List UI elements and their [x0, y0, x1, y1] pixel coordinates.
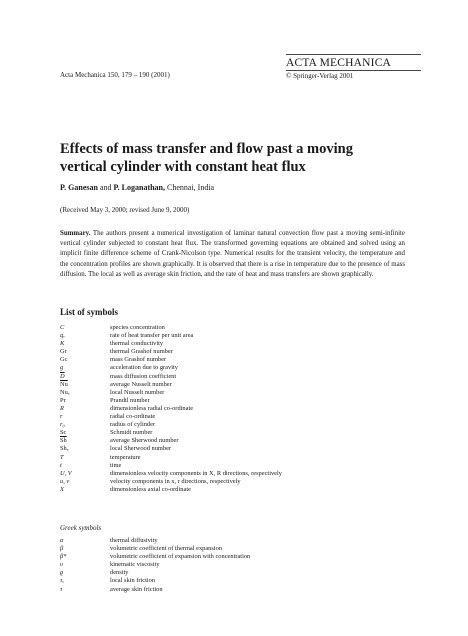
symbol-definition: volumetric coefficient of thermal expansion — [110, 545, 223, 553]
masthead-top-rule — [286, 54, 421, 55]
symbol-row — [60, 364, 410, 372]
symbol-definition: radial co-ordinate — [110, 413, 156, 421]
symbol: Gc — [60, 356, 68, 364]
symbol-row — [60, 429, 410, 437]
symbol-definition: average Sherwood number — [110, 437, 179, 445]
greek-symbols-list — [60, 537, 410, 594]
symbol-row — [60, 356, 410, 364]
symbol-definition: local Sherwood number — [110, 445, 172, 453]
symbol-row — [60, 340, 410, 348]
symbol-definition: thermal Grashof number — [110, 348, 173, 356]
symbol: C — [60, 324, 65, 331]
paper-title: Effects of mass transfer and flow past a moving vertical cylinder with constant heat flux — [60, 141, 353, 175]
symbol-definition: average Nusselt number — [110, 380, 172, 388]
symbol: ϱ — [60, 569, 64, 577]
symbol-definition: mass diffusion coefficient — [110, 372, 177, 380]
symbol: r₀ — [60, 421, 65, 429]
symbol-row — [60, 586, 410, 594]
symbol-row — [60, 478, 410, 486]
greek-symbols-heading: Greek symbols — [60, 524, 102, 532]
author-conjunction: and — [97, 183, 114, 192]
masthead-mid-rule — [286, 70, 421, 71]
symbol-definition: dimensionless velocity components in X, R directions, respectively — [110, 469, 282, 477]
symbol-row — [60, 332, 410, 340]
symbol-row — [60, 545, 410, 553]
author-name: P. Loganathan, — [113, 183, 165, 192]
symbol-row — [60, 389, 410, 397]
symbol-row — [60, 437, 410, 445]
symbol: β* — [60, 553, 67, 561]
symbol-row — [60, 373, 410, 381]
symbols-heading: List of symbols — [60, 307, 119, 317]
symbol-definition: dimensionless radial co-ordinate — [110, 404, 194, 412]
symbol-row — [60, 381, 410, 389]
symbol-row — [60, 462, 410, 470]
copyright-notice: © Springer-Verlag 2001 — [286, 72, 354, 80]
symbol: $\overline{Nu}$ — [60, 380, 68, 388]
journal-citation: Acta Mechanica 150, 179 – 190 (2001) — [60, 71, 170, 79]
symbol: T — [60, 453, 64, 461]
symbol-row — [60, 577, 410, 585]
symbol-row — [60, 413, 410, 421]
symbol: R — [60, 404, 64, 412]
symbol-row — [60, 454, 410, 462]
symbol-definition: average skin friction — [110, 585, 163, 593]
symbol: Pr — [60, 396, 66, 404]
symbol-definition: velocity components in x, r directions, respectively — [110, 477, 241, 485]
symbol: τₓ — [60, 577, 65, 585]
symbol-definition: Schmidt number — [110, 429, 153, 437]
symbol-definition: temperature — [110, 453, 141, 461]
symbol: α — [60, 537, 64, 544]
journal-masthead — [286, 54, 421, 81]
symbol-row — [60, 537, 410, 545]
symbol-definition: kinematic viscosity — [110, 561, 160, 569]
symbol: Nuₓ — [60, 388, 70, 396]
symbol-definition: acceleration due to gravity — [110, 364, 178, 372]
symbol: g — [60, 364, 64, 372]
symbol: Sc — [60, 429, 67, 437]
author-affiliation: Chennai, India — [165, 183, 215, 192]
symbol-definition: local skin friction — [110, 577, 156, 585]
symbol-definition: time — [110, 461, 122, 469]
symbol-row — [60, 445, 410, 453]
symbol: X — [60, 485, 64, 493]
symbol: U, V — [60, 469, 72, 477]
symbol-definition: species concentration — [110, 324, 165, 331]
symbol-definition: volumetric coefficient of expansion with concentration — [110, 553, 251, 561]
symbol-definition: thermal conductivity — [110, 340, 164, 348]
symbol: υ — [60, 561, 63, 569]
symbol-definition: rate of heat transfer per unit area — [110, 332, 194, 340]
abstract-text: The authors present a numerical investigation of laminar natural convection flow past a moving semi-infinite vertical cylinder subjected to constant heat flux. The transformed governing equations are obtained and solved using an implicit finite difference scheme of Crank-Nicolson type. Numerical results for the transient velocity, the temperature and the concentration profiles are shown graphically. It is observed that there is a rise in temperature due to the presence of mass diffusion. The local as well as average skin friction, and the rate of heat and mass transfers are shown graphically. — [60, 230, 405, 278]
symbol: Shₓ — [60, 445, 69, 453]
symbols-list — [60, 324, 410, 494]
symbol: $\overline{Sh}$ — [60, 437, 67, 445]
symbol-row — [60, 405, 410, 413]
symbol: t — [60, 461, 62, 469]
received-dates: (Received May 3, 2000; revised June 9, 2000) — [60, 206, 190, 214]
symbol-row — [60, 348, 410, 356]
symbol-definition: thermal diffusivity — [110, 537, 158, 544]
symbol-definition: dimensionless axial co-ordinate — [110, 485, 191, 493]
symbol: K — [60, 340, 65, 348]
symbol: τ — [60, 585, 63, 593]
journal-name: ACTA MECHANICA — [286, 57, 392, 69]
symbol-row — [60, 553, 410, 561]
abstract-lead: Summary. — [60, 230, 91, 237]
symbol-row — [60, 561, 410, 569]
symbol-definition: Prandtl number — [110, 396, 150, 404]
author-line — [60, 183, 214, 192]
abstract — [60, 229, 405, 280]
symbol-row — [60, 397, 410, 405]
symbol: Gr — [60, 348, 67, 356]
symbol-definition: local Nusselt number — [110, 388, 165, 396]
symbol-row — [60, 421, 410, 429]
symbol-row — [60, 324, 410, 332]
symbol-definition: radius of cylinder — [110, 421, 156, 429]
symbol-row — [60, 486, 410, 494]
author-name: P. Ganesan — [60, 183, 98, 192]
symbol: u, v — [60, 477, 70, 485]
symbol-row — [60, 569, 410, 577]
symbol-definition: mass Grashof number — [110, 356, 167, 364]
symbol: $\overline{D}$ — [60, 372, 65, 380]
symbol-row — [60, 470, 410, 478]
symbol: r — [60, 413, 63, 421]
symbol: qᵥ — [60, 332, 65, 340]
symbol-definition: density — [110, 569, 129, 577]
symbol: β — [60, 545, 64, 553]
